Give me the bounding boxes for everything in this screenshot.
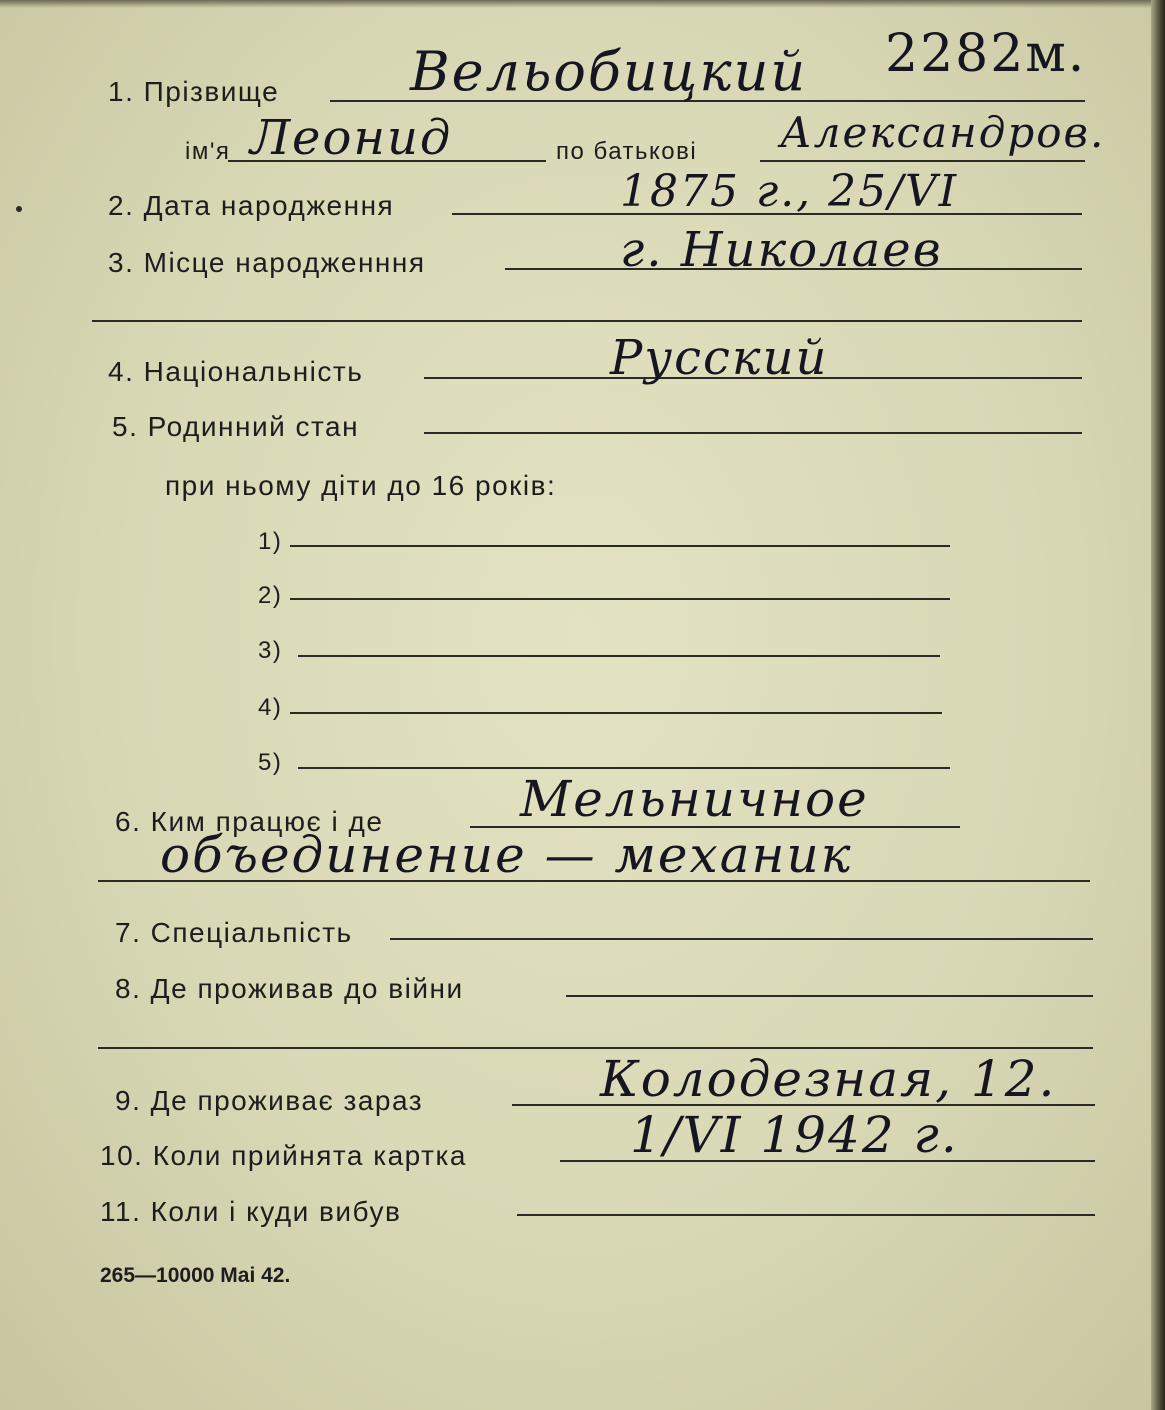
birth-date-handwritten: 1875 г., 25/VI [620,166,959,217]
child-4-label: 4) [258,694,283,721]
surname-label: 1. Прізвище [108,76,280,107]
child-2-label: 2) [258,582,283,609]
child-5-line [298,767,950,769]
current-residence-handwritten: Колодезная, 12. [600,1050,1057,1108]
specialty-label: 7. Спеціальпість [115,917,353,948]
child-1-label: 1) [258,528,283,555]
birth-place-handwritten: г. Николаев [620,222,943,278]
child-4-line [290,712,942,714]
card-right-edge [1151,0,1165,1410]
children-label: при ньому діти до 16 років: [165,470,557,501]
work-handwritten-line2: объединение — механик [160,826,853,884]
nationality-handwritten: Русский [610,330,829,386]
patronymic-label: по батькові [556,138,698,165]
marital-status-line [424,432,1082,434]
marital-status-label: 5. Родинний стан [112,411,360,442]
child-5-label: 5) [258,749,283,776]
card-top-edge [0,0,1165,8]
child-1-line [290,545,950,547]
prewar-residence-line [566,995,1093,997]
current-residence-label: 9. Де проживає зараз [115,1085,424,1116]
child-3-label: 3) [258,637,283,664]
departed-line [517,1214,1095,1216]
name-label: ім'я [185,138,231,165]
work-handwritten-line1: Мельничное [520,770,869,828]
patronymic-handwritten: Александров. [780,108,1106,157]
file-number-handwritten: 2282м. [885,24,1087,84]
nationality-label: 4. Національність [108,356,364,387]
name-handwritten: Леонид [250,110,453,166]
departed-label: 11. Коли і куди вибув [100,1196,402,1227]
work-label: 6. Ким працює і де [115,806,384,837]
card-received-label: 10. Коли прийнята картка [100,1140,467,1171]
patronymic-line [760,160,1085,162]
child-2-line [290,598,950,600]
prewar-residence-extra-line [98,1047,1093,1049]
card-received-handwritten: 1/VI 1942 г. [630,1106,959,1164]
child-3-line [298,655,940,657]
birth-date-label: 2. Дата народження [108,190,395,221]
specialty-line [390,938,1093,940]
prewar-residence-label: 8. Де проживав до війни [115,973,464,1004]
ink-dot [16,206,22,212]
birth-place-label: 3. Місце народженння [108,247,426,278]
birth-place-extra-line [92,320,1082,322]
surname-handwritten: Вельобицкий [410,40,808,103]
print-code: 265—10000 Mai 42. [100,1264,291,1287]
